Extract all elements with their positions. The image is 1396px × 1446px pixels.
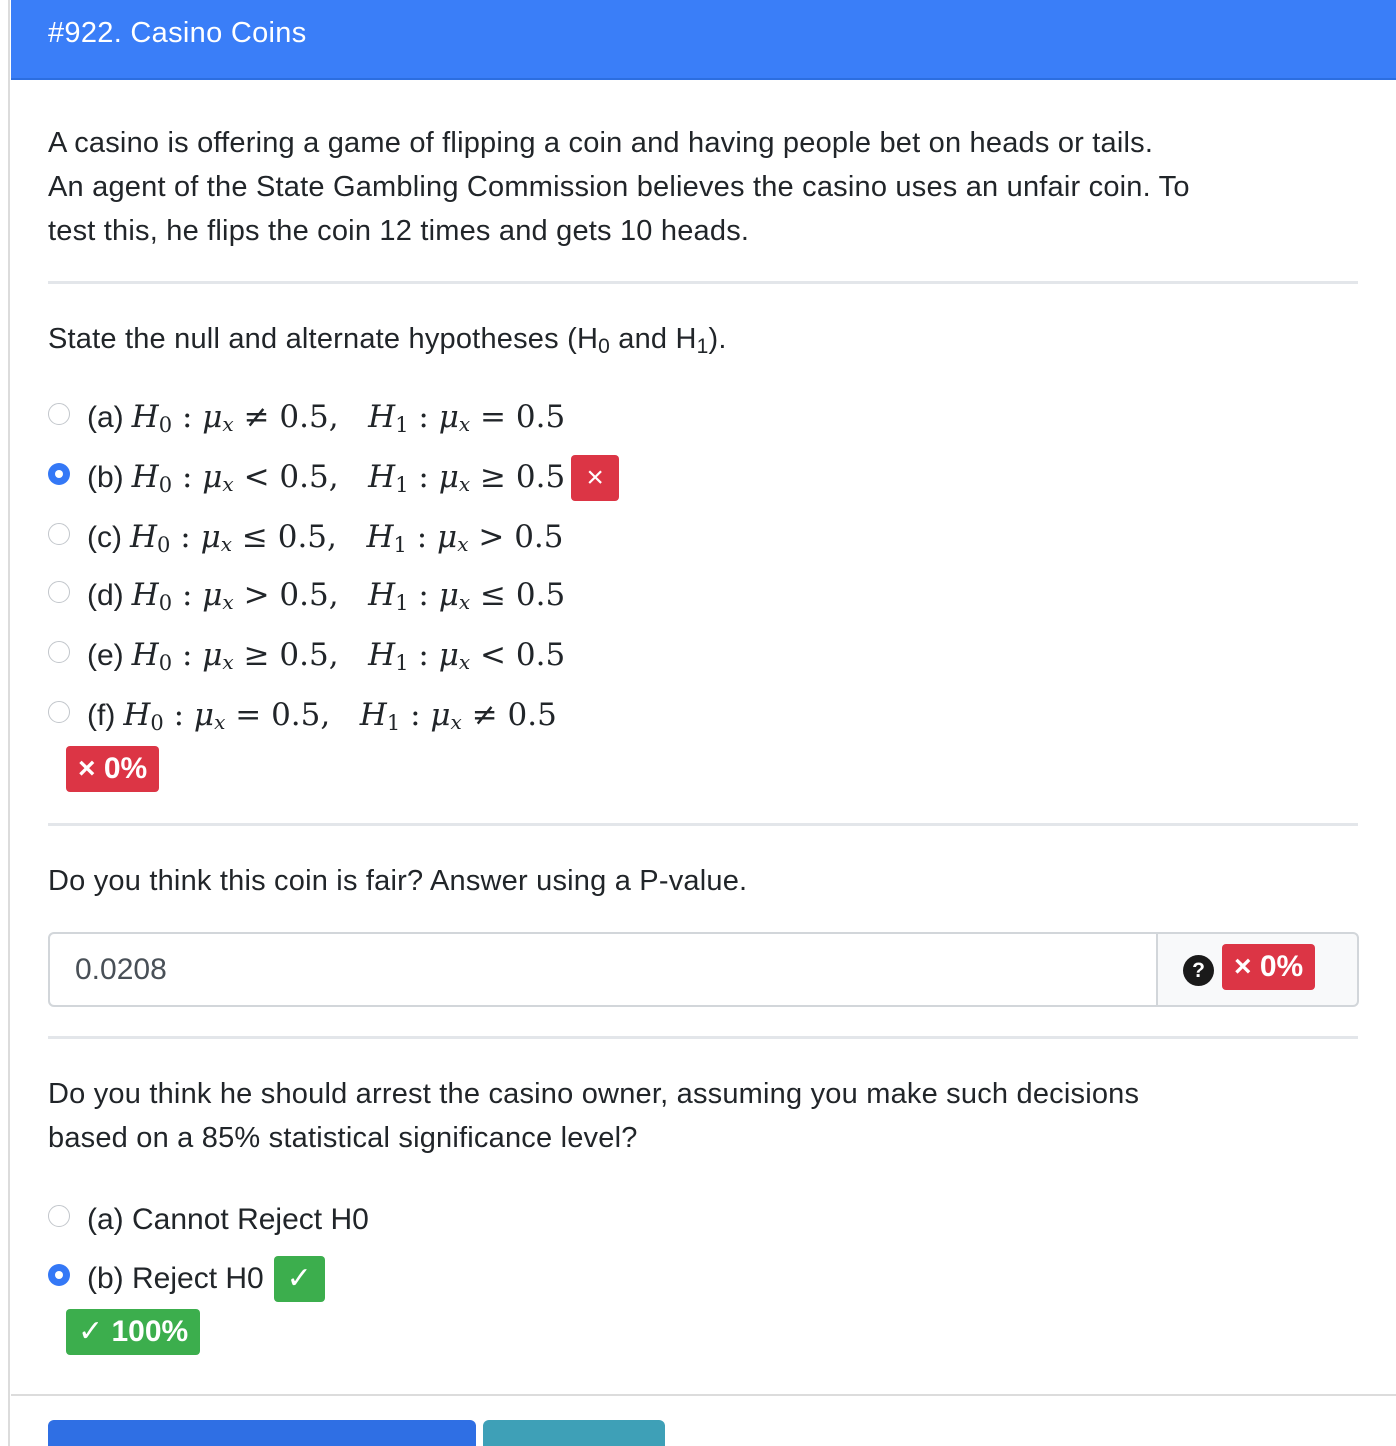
problem-text-line-1: A casino is offering a game of flipping a coin and having people bet on heads or tails. xyxy=(48,127,1154,159)
q3-option-a[interactable] xyxy=(48,1198,369,1242)
radio-button[interactable] xyxy=(48,1205,70,1227)
divider xyxy=(48,281,1358,284)
option-label: (f) xyxy=(87,699,116,732)
q1-option-c[interactable] xyxy=(48,516,564,560)
incorrect-x-icon: × xyxy=(571,455,619,501)
q1-score-badge: × 0% xyxy=(66,746,159,792)
submit-button[interactable] xyxy=(48,1420,476,1446)
radio-button-checked[interactable] xyxy=(48,1264,70,1286)
option-label: (b) xyxy=(87,461,124,494)
hypothesis-math: $H_0$ : μx = 0.5, $H_1$ : μx ≠ 0.5 xyxy=(123,697,557,735)
q1-prompt: State the null and alternate hypotheses ($H_0$ and $H_1$). xyxy=(48,323,727,358)
divider xyxy=(48,823,1358,826)
footer-divider xyxy=(11,1394,1396,1396)
help-icon[interactable]: ? xyxy=(1183,955,1214,986)
option-label: (d) xyxy=(87,579,124,612)
radio-button[interactable] xyxy=(48,523,70,545)
problem-text-line-2: An agent of the State Gambling Commission believes the casino uses an unfair coin. To xyxy=(48,171,1190,203)
q2-score-badge: × 0% xyxy=(1222,944,1315,990)
hypothesis-math: $H_0$ : μx > 0.5, $H_1$ : μx ≤ 0.5 xyxy=(131,577,566,615)
hypothesis-math: $H_0$ : μx ≥ 0.5, $H_1$ : μx < 0.5 xyxy=(131,637,566,675)
option-label: (a) xyxy=(87,401,124,434)
radio-button[interactable] xyxy=(48,701,70,723)
radio-button[interactable] xyxy=(48,581,70,603)
correct-check-icon: ✓ xyxy=(274,1256,325,1302)
option-label: (e) xyxy=(87,639,124,672)
q1-option-e[interactable] xyxy=(48,634,565,678)
option-label: (a) Cannot Reject H0 xyxy=(87,1203,369,1236)
radio-button[interactable] xyxy=(48,641,70,663)
radio-button[interactable] xyxy=(48,403,70,425)
option-label: (b) Reject H0 xyxy=(87,1262,264,1295)
hypothesis-math: $H_0$ : μx < 0.5, $H_1$ : μx ≥ 0.5 xyxy=(131,459,566,497)
q1-option-b[interactable] xyxy=(48,456,619,500)
q3-option-b[interactable] xyxy=(48,1257,325,1301)
q1-option-f[interactable] xyxy=(48,694,557,738)
option-label: (c) xyxy=(87,521,122,554)
problem-text-line-3: test this, he flips the coin 12 times and gets 10 heads. xyxy=(48,215,750,247)
divider xyxy=(48,1036,1358,1039)
radio-button-checked[interactable] xyxy=(48,463,70,485)
page-title: #922. Casino Coins xyxy=(48,17,307,49)
secondary-button[interactable] xyxy=(483,1420,665,1446)
q1-option-d[interactable] xyxy=(48,574,565,618)
q3-score-badge: ✓ 100% xyxy=(66,1309,200,1355)
hypothesis-math: $H_0$ : μx ≤ 0.5, $H_1$ : μx > 0.5 xyxy=(129,519,564,557)
page-header xyxy=(11,0,1396,80)
p-value-input[interactable]: 0.0208 xyxy=(50,934,1158,1005)
q3-prompt-line-1: Do you think he should arrest the casino owner, assuming you make such decisions xyxy=(48,1078,1140,1110)
q1-option-a[interactable] xyxy=(48,396,565,440)
q3-prompt-line-2: based on a 85% statistical significance level? xyxy=(48,1122,638,1154)
hypothesis-math: $H_0$ : μx ≠ 0.5, $H_1$ : μx = 0.5 xyxy=(131,399,566,437)
p-value-input-group xyxy=(48,932,1359,1007)
q2-prompt: Do you think this coin is fair? Answer using a P-value. xyxy=(48,865,748,897)
